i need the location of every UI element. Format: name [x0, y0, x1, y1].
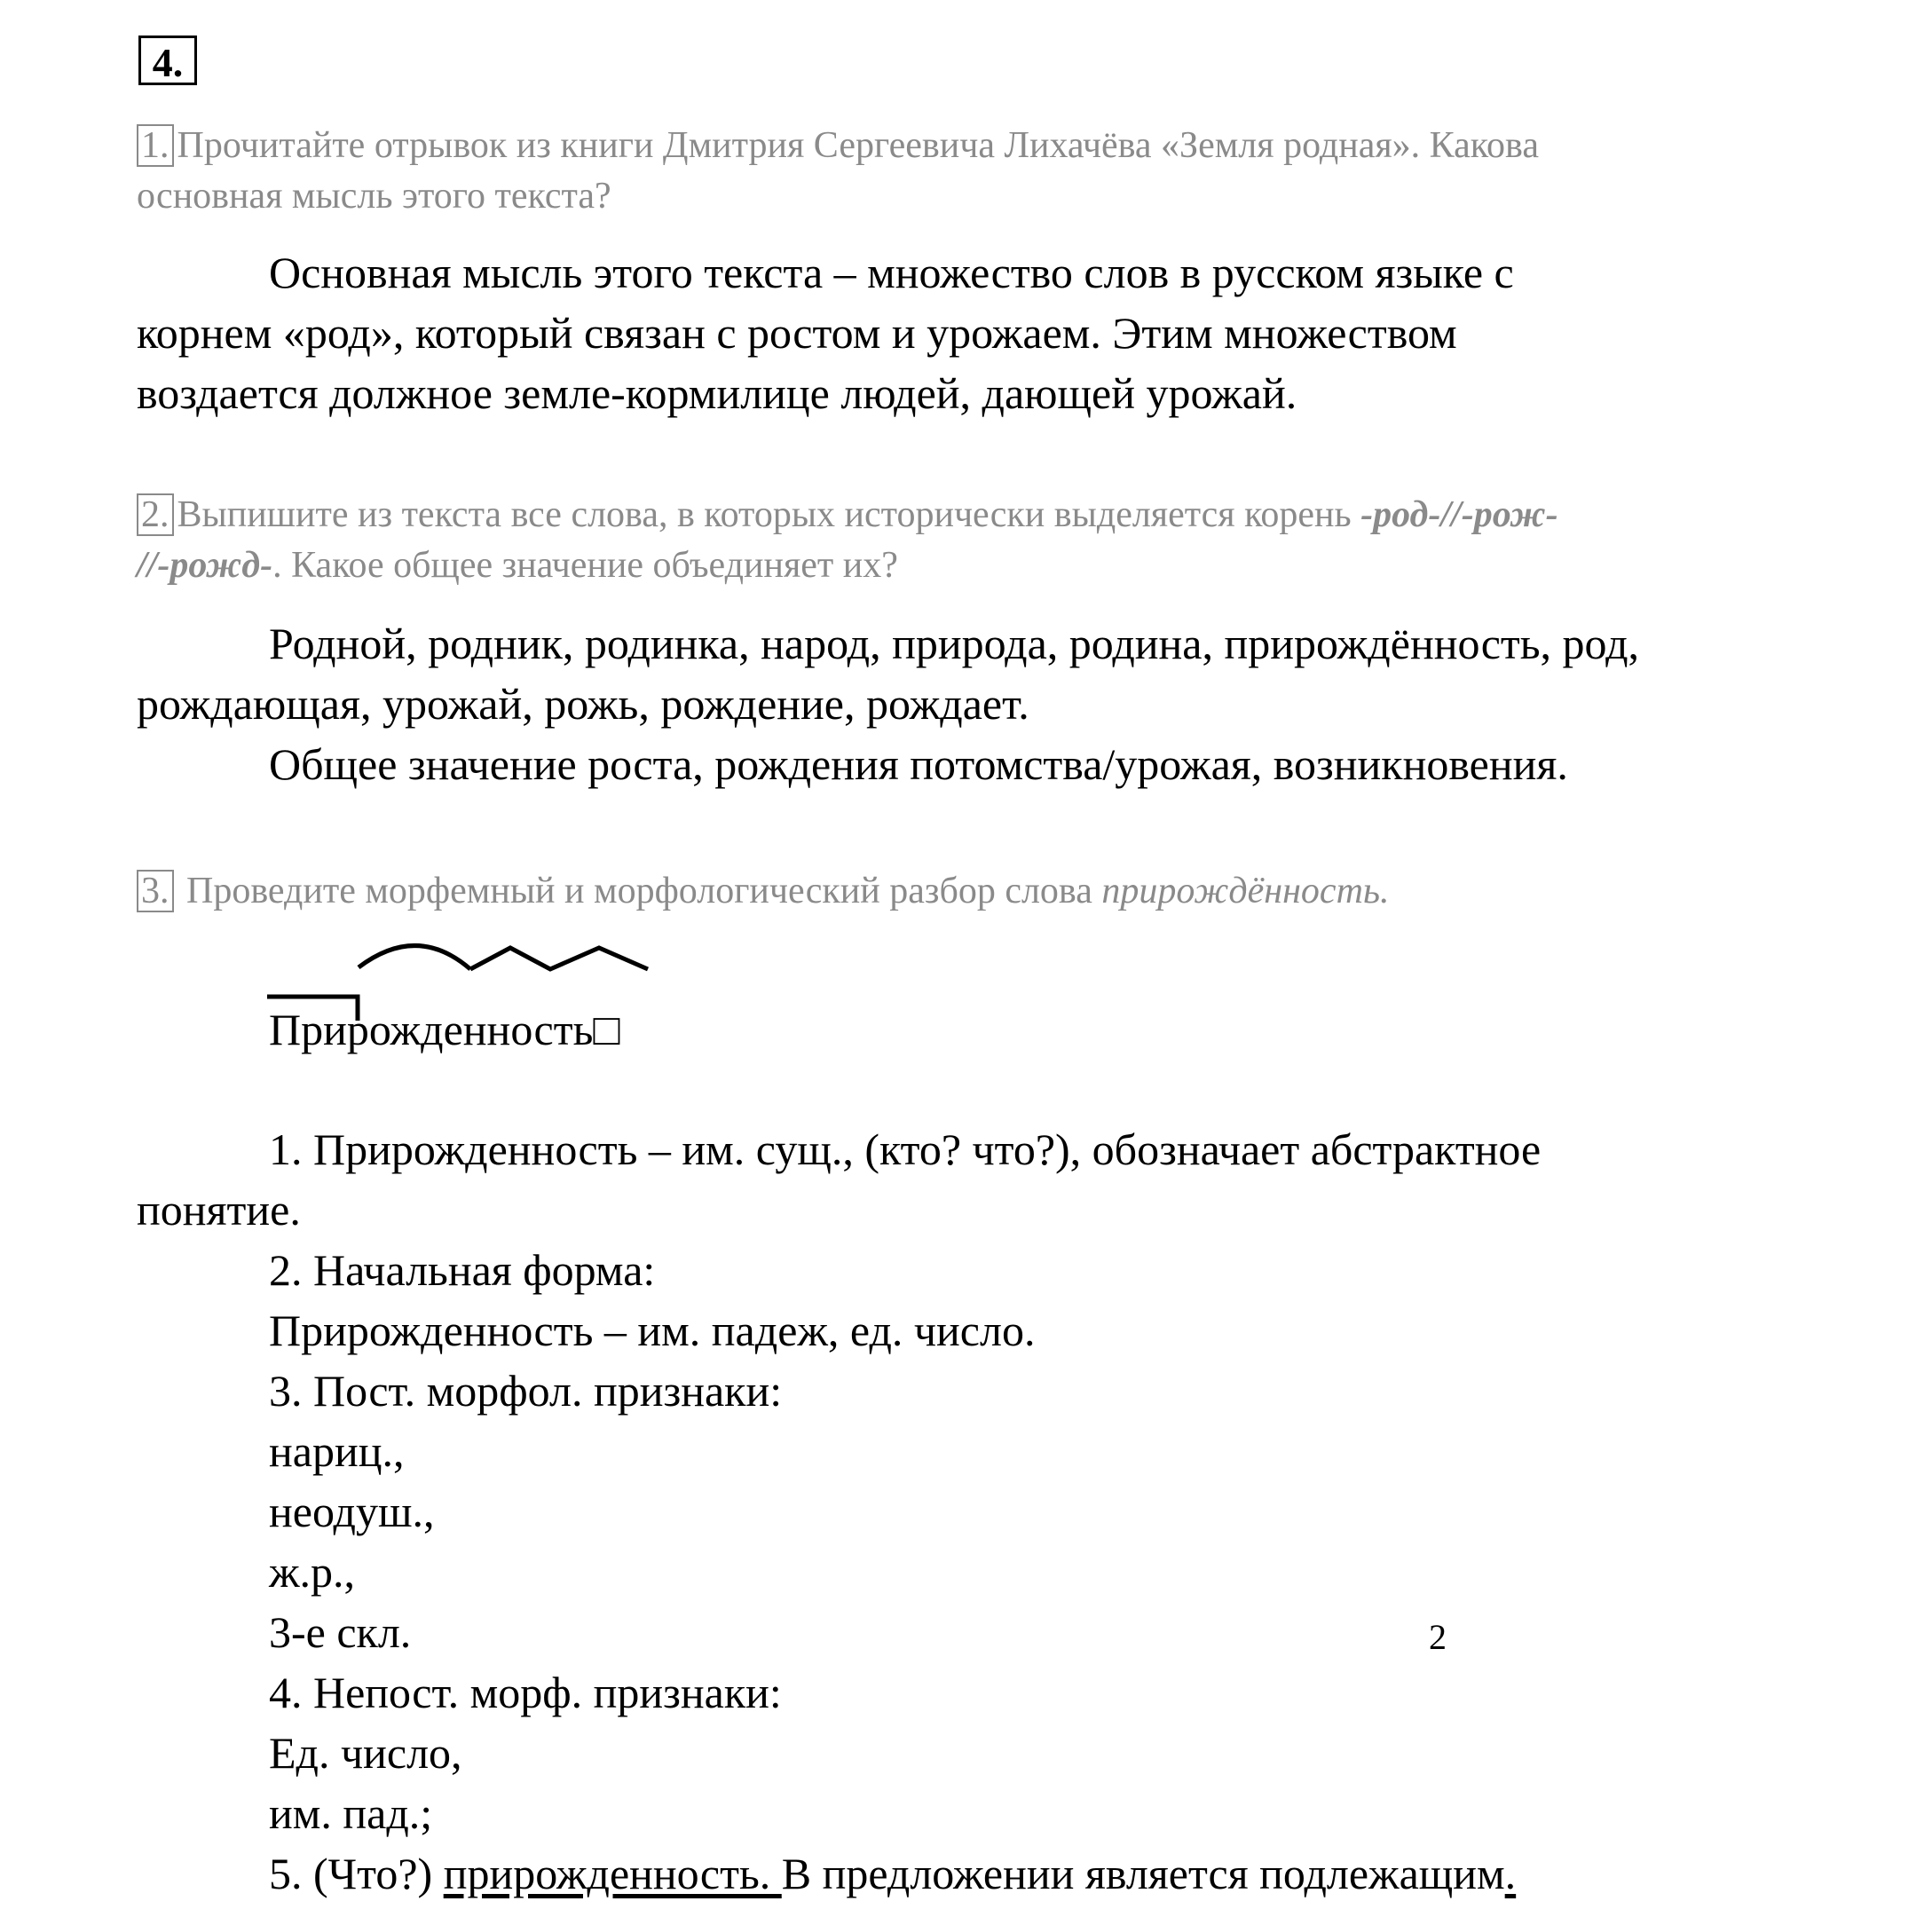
analysis-line: 3-е скл.: [269, 1607, 412, 1657]
analysis-line: им. пад.;: [269, 1788, 433, 1838]
analysis-line: 3. Пост. морфол. признаки:: [269, 1366, 783, 1416]
suffix-marks-icon: [470, 948, 648, 969]
question-number: 1.: [137, 124, 174, 167]
answer-line: рождающая, урожай, рожь, рождение, рождает.: [137, 679, 1029, 729]
question-number: 2.: [137, 493, 174, 536]
question-text: Выпишите из текста все слова, в которых исторически выделяется корень: [177, 494, 1352, 535]
analysis-last-line: [269, 1851, 1516, 1896]
analysis-line: Прирожденность – им. падеж, ед. число.: [269, 1306, 1036, 1355]
analysis-line: 4. Непост. морф. признаки:: [269, 1668, 782, 1717]
answer-line: корнем «род», который связан с ростом и урожаем. Этим множеством: [137, 308, 1457, 358]
question-word: прирождённость.: [1101, 871, 1390, 911]
page-number: 2: [1429, 1617, 1447, 1657]
question-text: Прочитайте отрывок из книги Дмитрия Сергеевича Лихачёва «Земля родная». Какова: [177, 125, 1539, 166]
analysis-line: Ед. число,: [269, 1728, 462, 1778]
answer-line: Общее значение роста, рождения потомства/урожая, возникновения.: [269, 739, 1568, 789]
analysis-line: нариц.,: [269, 1426, 405, 1476]
underlined-word: прирожденность.: [443, 1849, 782, 1898]
answer-line: воздается должное земле-кормилице людей, дающей урожай.: [137, 368, 1297, 418]
underlined-period: .: [1504, 1849, 1517, 1898]
task-number: 4.: [138, 36, 197, 85]
root-arc-icon: [359, 945, 470, 969]
text: 5. (Что?): [269, 1849, 444, 1898]
analysis-line: 2. Начальная форма:: [269, 1245, 656, 1295]
analysis-line: ж.р.,: [269, 1547, 356, 1597]
analysis-line: 1. Прирожденность – им. сущ., (кто? что?), обозначает абстрактное: [269, 1124, 1542, 1174]
analysis-line: понятие.: [137, 1185, 301, 1235]
text: В предложении является подлежащим: [781, 1849, 1505, 1898]
question-text: Проведите морфемный и морфологический разбор слова: [186, 871, 1092, 911]
root-variants: -род-//-рож-: [1360, 494, 1558, 535]
question-number: 3.: [137, 870, 174, 912]
morpheme-word: Прирожденность□: [269, 1005, 620, 1054]
answer-line: Основная мысль этого текста – множество слов в русском языке с: [269, 248, 1514, 297]
question-1-line2: основная мысль этого текста?: [137, 176, 611, 217]
answer-line: Родной, родник, родинка, народ, природа, родина, прирождённость, род,: [269, 619, 1640, 668]
question-text: . Какое общее значение объединяет их?: [272, 545, 898, 586]
root-variants: //-рожд-: [137, 545, 273, 586]
analysis-line: неодуш.,: [269, 1487, 435, 1536]
